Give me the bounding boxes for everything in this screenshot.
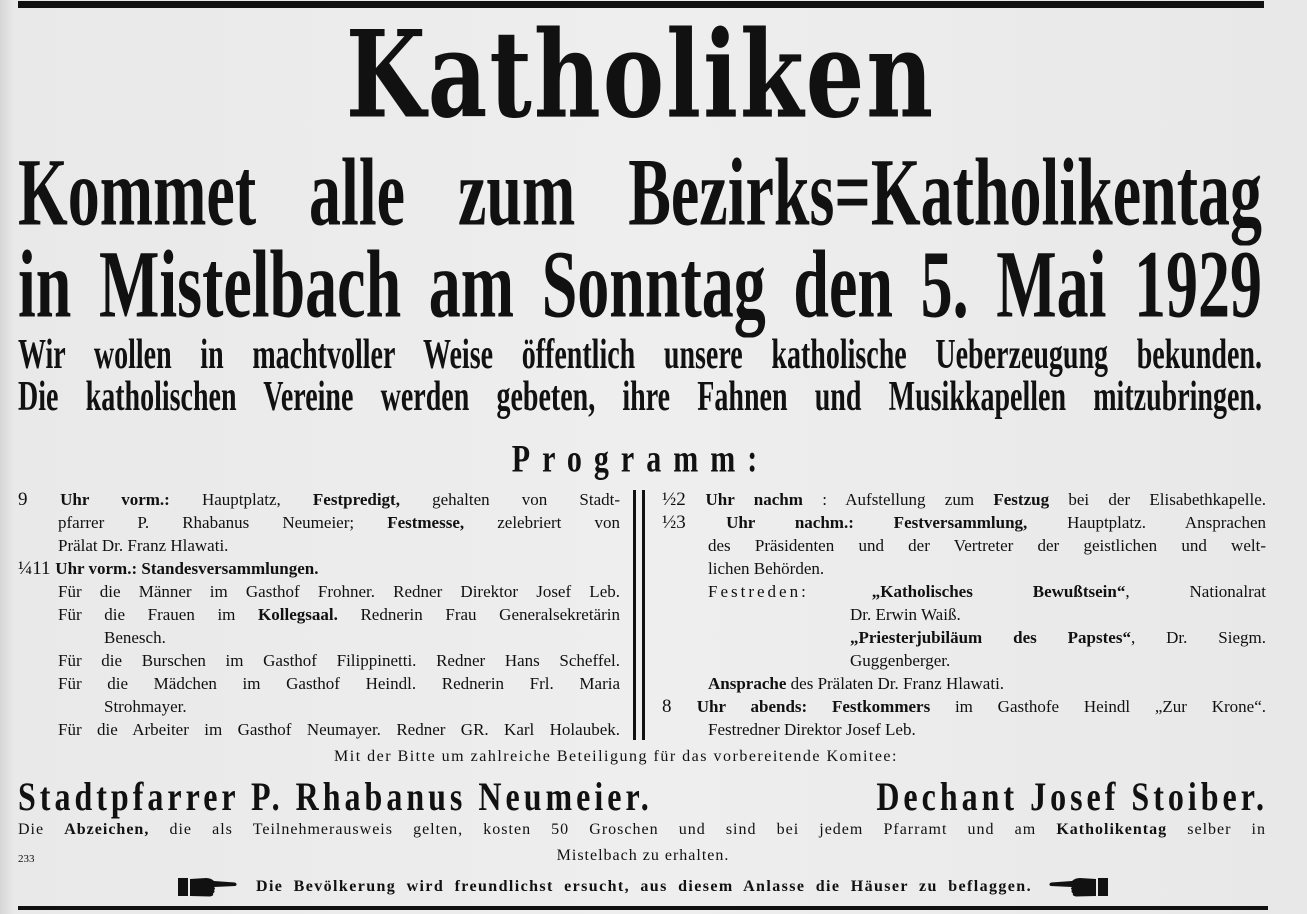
line-segment: Rednerin Frau Generalsekretärin (337, 605, 620, 624)
program-line (18, 557, 620, 580)
time-label: Uhr nachm (705, 490, 803, 509)
hand-cuff (1098, 878, 1108, 896)
signature-left: Stadtpfarrer P. Rhabanus Neumeier. (18, 773, 653, 819)
program-line: Für die Burschen im Gasthof Filippinetti. Redner Hans Scheffel. (58, 651, 620, 670)
program-line (18, 488, 620, 511)
time-label: Uhr nachm.: (726, 513, 854, 532)
program-line: Dr. Erwin Waiß. (850, 605, 961, 624)
emphasis-segment: Ansprache (708, 674, 787, 693)
ad-title: Katholiken (345, 4, 936, 146)
emphasis-segment: Festkommers (807, 697, 931, 716)
program-left-column (18, 488, 620, 741)
emphasis-segment: Festpredigt, (312, 490, 400, 509)
emphasis-segment: Abzeichen, (64, 821, 150, 838)
program-line: Prälat Dr. Franz Hlawati. (58, 536, 229, 555)
line-segment: gehalten von Stadt- (399, 490, 621, 509)
program-line: lichen Behörden. (708, 559, 825, 578)
program-line (662, 511, 1266, 534)
speech-title: „Katholisches Bewußtsein“ (871, 582, 1126, 601)
program-right-column (662, 488, 1266, 741)
time-label: Uhr abends: (696, 697, 808, 716)
line-segment: Für die Frauen im (58, 605, 259, 624)
time-number: ½3 (662, 512, 727, 533)
emphasis-segment: Festversammlung, (853, 513, 1028, 532)
badge-note-line-1 (18, 818, 1266, 842)
line-segment: Hauptplatz. Ansprachen (1027, 513, 1267, 532)
line-segment: selber in (1167, 821, 1266, 838)
time-label: Uhr vorm.: Standesversammlungen. (55, 559, 319, 578)
time-number: ½2 (662, 489, 706, 510)
column-divider-right (642, 490, 645, 740)
emphasis-segment: Festzug (993, 490, 1050, 509)
time-number: ¼11 (18, 558, 56, 579)
program-line (662, 488, 1266, 511)
bottom-rule (18, 906, 1268, 910)
program-line: Festredner Direktor Josef Leb. (708, 720, 916, 739)
program-line (18, 511, 620, 534)
line-segment: Hauptplatz, (169, 490, 313, 509)
pointing-hand-left-icon (1048, 876, 1108, 898)
speech-title: „Priesterjubiläum des Papstes“ (850, 628, 1131, 647)
line-segment: , Nationalrat (1125, 582, 1266, 601)
line-segment: pfarrer P. Rhabanus Neumeier; (58, 513, 388, 532)
program-line: des Präsidenten und der Vertreter der geistlichen und welt- (708, 536, 1266, 555)
pointing-hand-right-icon-graphic (178, 876, 238, 898)
line-segment: im Gasthofe Heindl „Zur Krone“. (930, 697, 1267, 716)
intro-line-1: Wir wollen in machtvoller Weise öffentlich unsere katholische Ueberzeugung bekunden. (18, 332, 1262, 379)
hand-mirror-group (1049, 878, 1108, 897)
program-line: Guggenberger. (850, 651, 951, 670)
hand-shape (1049, 878, 1096, 897)
emphasis-segment: Festmesse, (387, 513, 465, 532)
signature-right: Dechant Josef Stoiber. (876, 773, 1268, 819)
line-segment: des Prälaten Dr. Franz Hlawati. (786, 674, 1005, 693)
hand-shape (190, 878, 237, 897)
flag-request: Die Bevölkerung wird freundlichst ersucht, aus diesem Anlasse die Häuser zu beflaggen. (256, 878, 1032, 895)
program-line (662, 626, 1266, 649)
program-line: Für die Mädchen im Gasthof Heindl. Rednerin Frl. Maria (58, 674, 620, 693)
program-line (662, 672, 1266, 695)
program-line: Für die Arbeiter im Gasthof Neumayer. Redner GR. Karl Holaubek. (58, 720, 620, 739)
committee-request: Mit der Bitte um zahlreiche Beteiligung für das vorbereitende Komitee: (334, 748, 898, 765)
ad-number: 233 (18, 853, 35, 865)
program-line: Strohmayer. (104, 697, 187, 716)
line-segment: zelebriert von (464, 513, 620, 532)
program-line: Für die Männer im Gasthof Frohner. Redner Direktor Josef Leb. (58, 582, 620, 601)
program-line (662, 580, 1266, 603)
emphasis-segment: Kollegsaal. (258, 605, 338, 624)
headline-line-2: in Mistelbach am Sonntag den 5. Mai 1929 (18, 231, 1262, 338)
intro-line-2: Die katholischen Vereine werden gebeten, ihre Fahnen und Musikkapellen mitzubringen. (18, 374, 1262, 421)
program-line (18, 603, 620, 626)
line-segment: , Dr. Siegm. (1130, 628, 1267, 647)
program-line (662, 695, 1266, 718)
headline-line-1: Kommet alle zum Bezirks=Katholikentag (18, 139, 1262, 246)
time-number: 9 (18, 489, 61, 510)
hand-cuff (178, 878, 188, 896)
line-segment: Die (18, 821, 65, 838)
line-segment: Festreden: (708, 582, 872, 601)
badge-note-line-2: Mistelbach zu erhalten. (556, 847, 730, 864)
column-divider-left (633, 490, 636, 740)
line-segment: bei der Elisabethkapelle. (1049, 490, 1266, 509)
emphasis-segment: Katholikentag (1056, 821, 1168, 838)
time-number: 8 (662, 696, 697, 717)
program-heading: Programm: (511, 437, 770, 481)
time-label: Uhr vorm.: (60, 490, 170, 509)
pointing-hand-left-icon-graphic (1048, 876, 1108, 898)
line-segment: : Aufstellung zum (802, 490, 994, 509)
line-segment: die als Teilnehmerausweis gelten, kosten 50 Groschen und sind bei jedem Pfarramt und am (149, 821, 1057, 838)
pointing-hand-right-icon (178, 876, 238, 898)
program-line: Benesch. (104, 628, 166, 647)
